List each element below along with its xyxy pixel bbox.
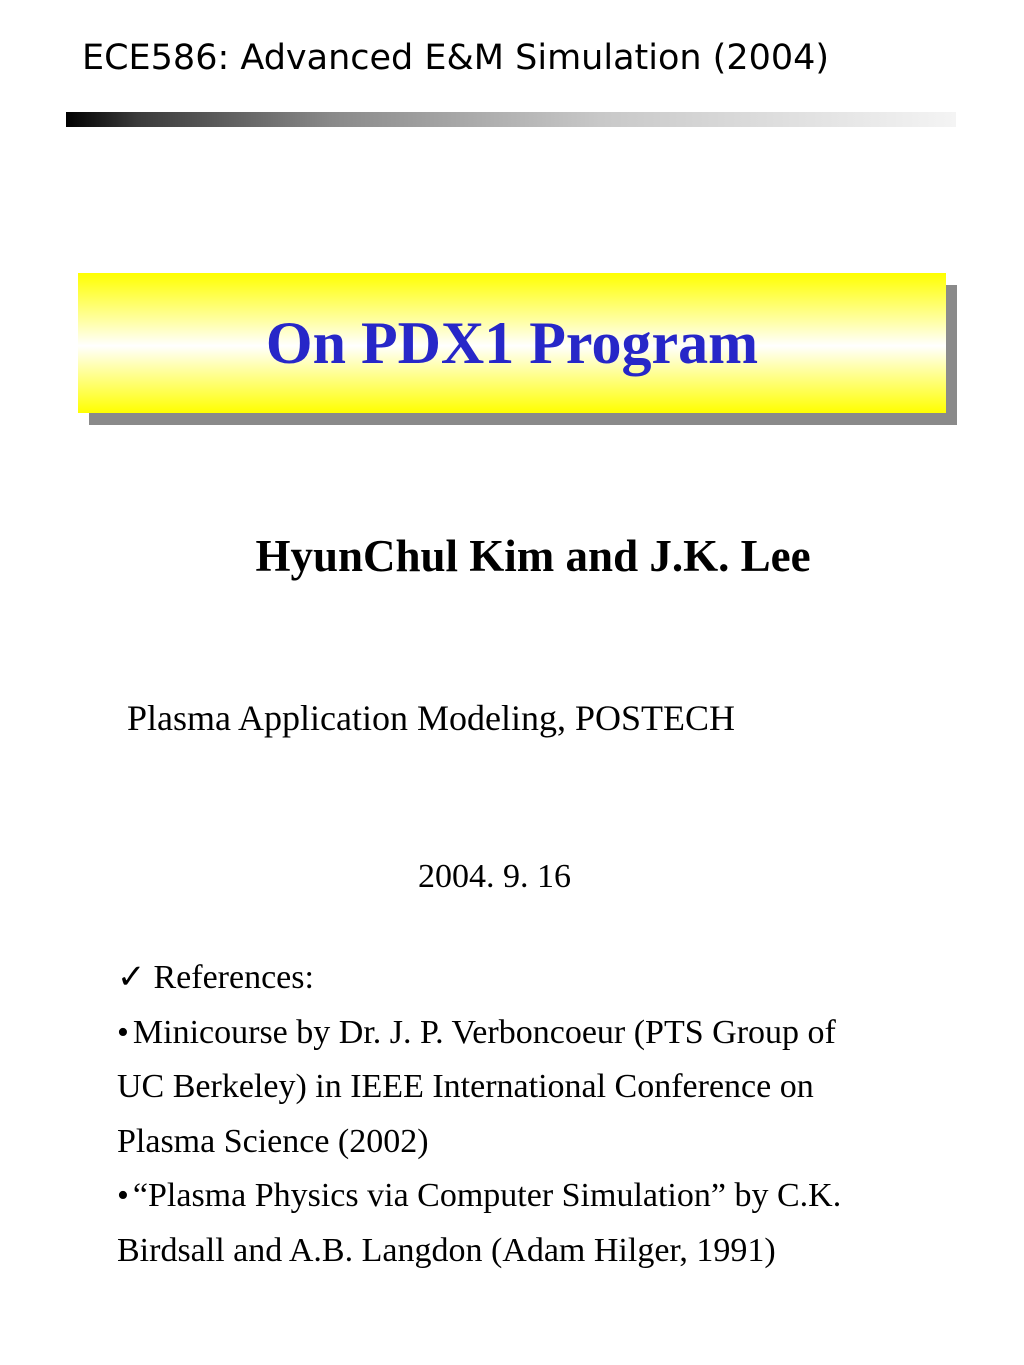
- header-title: ECE586: Advanced E&M Simulation (2004): [82, 38, 830, 78]
- reference-line: UC Berkeley) in IEEE International Conference on: [117, 1068, 814, 1105]
- references-section: [117, 951, 947, 1278]
- bullet-icon: •: [117, 1013, 129, 1051]
- reference-line: Birdsall and A.B. Langdon (Adam Hilger, 1991): [117, 1231, 776, 1269]
- affiliation: Plasma Application Modeling, POSTECH: [127, 698, 735, 738]
- reference-line: Plasma Science (2002): [117, 1122, 429, 1160]
- reference-item: [117, 1006, 947, 1170]
- reference-line: [117, 1169, 947, 1224]
- presentation-date: 2004. 9. 16: [418, 858, 571, 895]
- reference-item: [117, 1169, 947, 1278]
- slide-title: On PDX1 Program: [265, 309, 759, 376]
- checkmark-icon: ✓: [117, 959, 146, 996]
- reference-line: [117, 1006, 947, 1061]
- references-heading: References:: [153, 959, 314, 996]
- references-heading-line: [117, 951, 947, 1006]
- header-gradient-rule: [66, 112, 956, 127]
- authors: HyunChul Kim and J.K. Lee: [255, 531, 811, 581]
- bullet-icon: •: [117, 1177, 129, 1214]
- title-box: [78, 273, 946, 413]
- reference-text: “Plasma Physics via Computer Simulation” by C.K.: [132, 1177, 842, 1214]
- reference-text: Minicourse by Dr. J. P. Verboncoeur (PTS Group of: [132, 1013, 836, 1051]
